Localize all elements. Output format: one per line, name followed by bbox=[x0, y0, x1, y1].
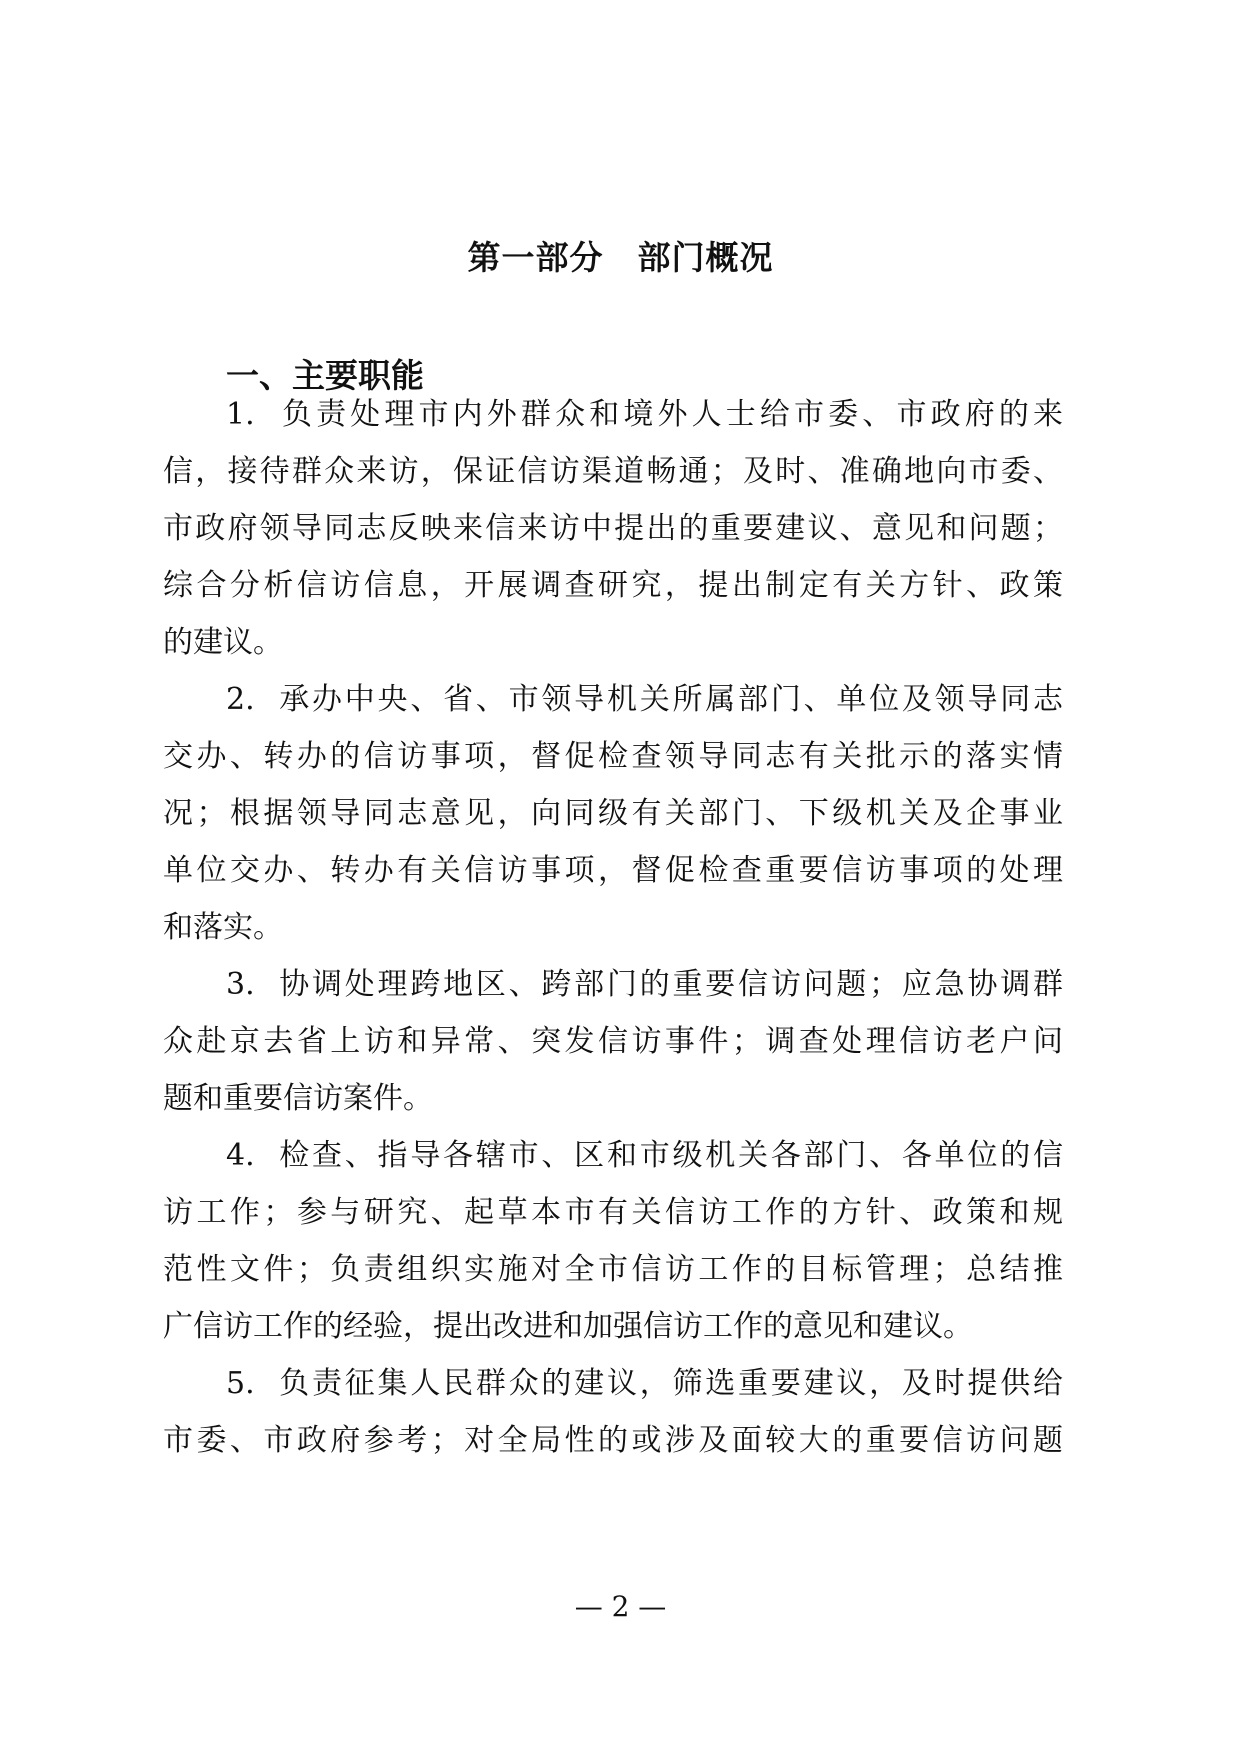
paragraph-line: 信，接待群众来访，保证信访渠道畅通；及时、准确地向市委、 bbox=[163, 454, 1063, 489]
paragraph-line: 市政府领导同志反映来信来访中提出的重要建议、意见和问题； bbox=[163, 511, 1063, 546]
paragraph-line: 交办、转办的信访事项，督促检查领导同志有关批示的落实情 bbox=[163, 739, 1063, 774]
paragraph-line: 况；根据领导同志意见，向同级有关部门、下级机关及企事业 bbox=[163, 796, 1063, 831]
page-title: 第一部分 部门概况 bbox=[467, 238, 774, 277]
paragraph-line: 4. 检查、指导各辖市、区和市级机关各部门、各单位的信 bbox=[226, 1138, 1063, 1173]
paragraph-line: 单位交办、转办有关信访事项，督促检查重要信访事项的处理 bbox=[163, 853, 1063, 888]
paragraph-line: 市委、市政府参考；对全局性的或涉及面较大的重要信访问题 bbox=[163, 1423, 1063, 1458]
page-number: — 2 — bbox=[574, 1590, 667, 1623]
section-heading: 一、主要职能 bbox=[226, 356, 424, 395]
paragraph-line: 综合分析信访信息，开展调查研究，提出制定有关方针、政策 bbox=[163, 568, 1063, 603]
paragraph-line: 2. 承办中央、省、市领导机关所属部门、单位及领导同志 bbox=[226, 682, 1063, 717]
paragraph-line: 的建议。 bbox=[163, 625, 283, 660]
paragraph-line: 广信访工作的经验，提出改进和加强信访工作的意见和建议。 bbox=[163, 1309, 973, 1344]
paragraph-line: 5. 负责征集人民群众的建议，筛选重要建议，及时提供给 bbox=[226, 1366, 1063, 1401]
paragraph-line: 3. 协调处理跨地区、跨部门的重要信访问题；应急协调群 bbox=[226, 967, 1063, 1002]
paragraph-line: 1. 负责处理市内外群众和境外人士给市委、市政府的来 bbox=[226, 397, 1063, 432]
paragraph-line: 众赴京去省上访和异常、突发信访事件；调查处理信访老户问 bbox=[163, 1024, 1063, 1059]
paragraph-line: 访工作；参与研究、起草本市有关信访工作的方针、政策和规 bbox=[163, 1195, 1063, 1230]
paragraph-line: 范性文件；负责组织实施对全市信访工作的目标管理；总结推 bbox=[163, 1252, 1063, 1287]
paragraph-line: 题和重要信访案件。 bbox=[163, 1081, 433, 1116]
paragraph-line: 和落实。 bbox=[163, 910, 283, 945]
